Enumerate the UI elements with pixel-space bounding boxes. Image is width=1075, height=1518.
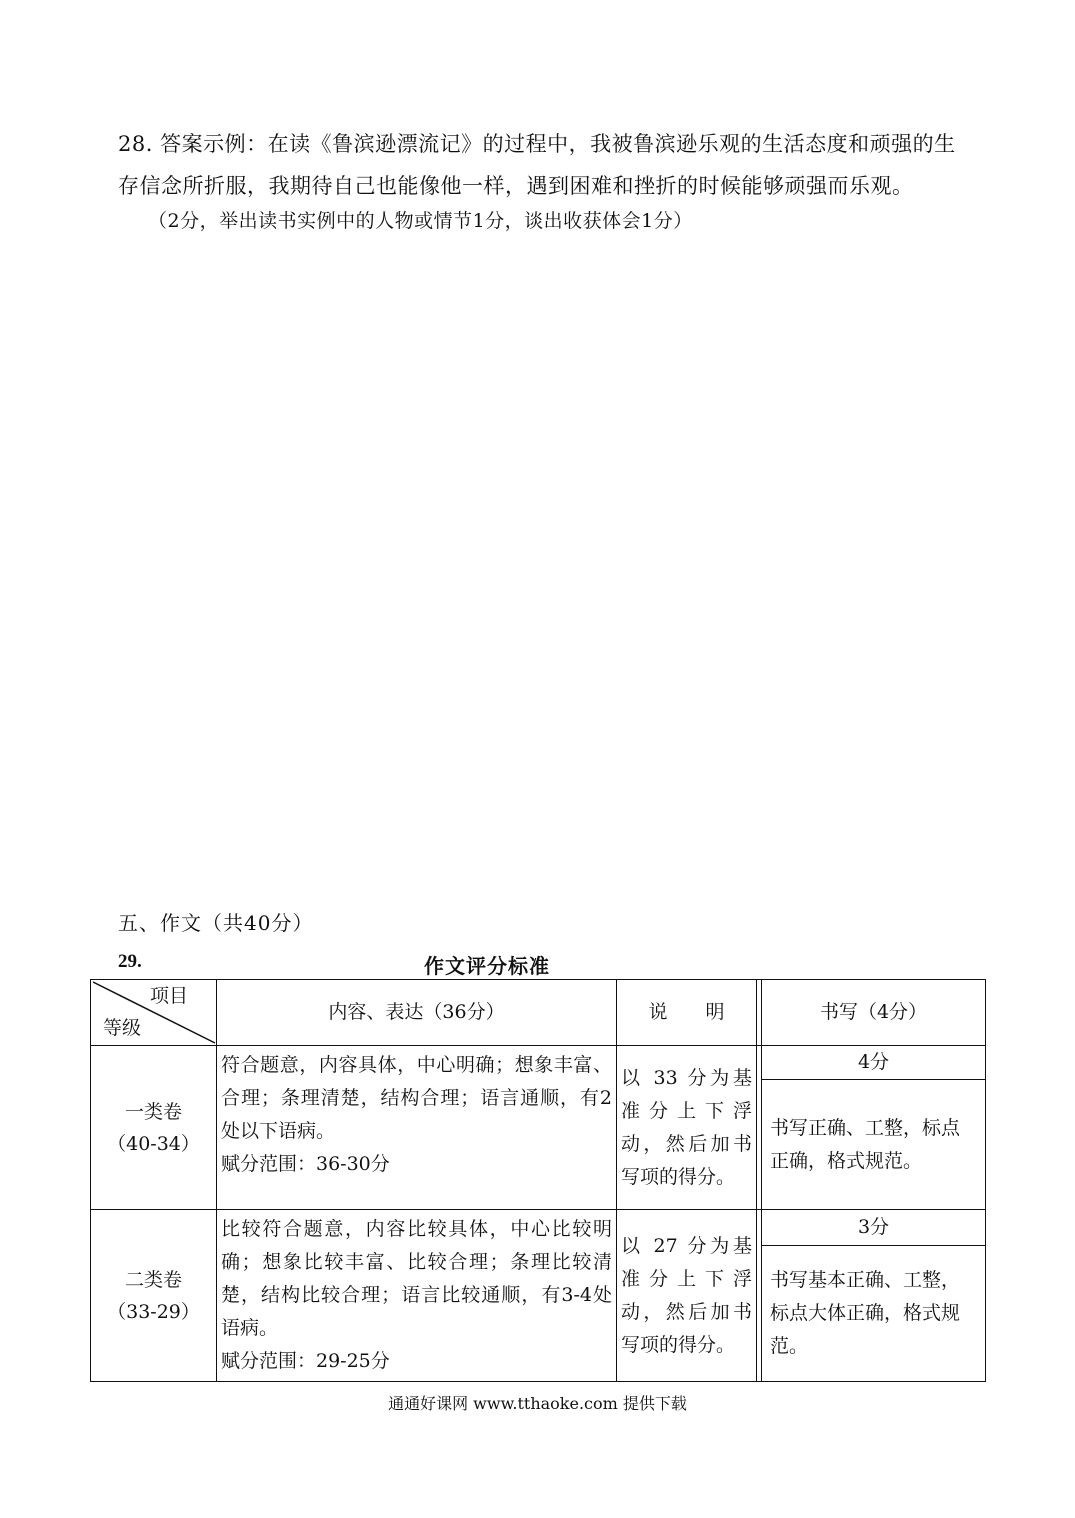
content-range: 赋分范围：36-30分 bbox=[221, 1153, 390, 1175]
content-range: 赋分范围：29-25分 bbox=[221, 1350, 390, 1372]
writing-score-1: 4分 bbox=[762, 1046, 986, 1080]
explain-cell-2: 以 27 分为基准分上下浮动，然后加书写项的得分。 bbox=[617, 1210, 757, 1382]
grade-cell-2 bbox=[91, 1210, 217, 1382]
essay-rubric-table bbox=[90, 979, 986, 1382]
header-writing: 书写（4分） bbox=[762, 980, 986, 1046]
answer-28: 28. 答案示例：在读《鲁滨逊漂流记》的过程中，我被鲁滨逊乐观的生活态度和顽强的生存信念所折服，我期待自己也能像他一样，遇到困难和挫折的时候能够顽强而乐观。 bbox=[118, 132, 956, 198]
diag-header-grade: 等级 bbox=[103, 1017, 142, 1039]
rubric-row-2-top bbox=[91, 1210, 986, 1246]
grade-cell-1 bbox=[91, 1046, 217, 1210]
header-explain: 说 明 bbox=[617, 980, 757, 1046]
content-text: 符合题意，内容具体，中心明确；想象丰富、合理；条理清楚，结构合理；语言通顺，有2处以下语病。 bbox=[221, 1054, 612, 1142]
writing-desc-1: 书写正确、工整，标点正确，格式规范。 bbox=[762, 1080, 986, 1210]
writing-score-2: 3分 bbox=[762, 1210, 986, 1246]
grade-range: （33-29） bbox=[107, 1300, 200, 1323]
section-five-title: 五、作文（共40分） bbox=[118, 911, 314, 935]
grade-range: （40-34） bbox=[107, 1132, 200, 1155]
rubric-table-title: 作文评分标准 bbox=[424, 954, 550, 978]
grade-label: 二类卷 bbox=[124, 1268, 182, 1291]
diagonal-header-cell bbox=[91, 980, 217, 1046]
answer-28-scoring-note: （2分，举出读书实例中的人物或情节1分，谈出收获体会1分） bbox=[148, 210, 693, 232]
content-cell-2 bbox=[217, 1210, 617, 1382]
footer-credit: 通通好课网 www.tthaoke.com 提供下载 bbox=[388, 1394, 687, 1413]
grade-label: 一类卷 bbox=[124, 1100, 182, 1123]
diag-header-item: 项目 bbox=[149, 985, 188, 1007]
content-cell-1 bbox=[217, 1046, 617, 1210]
content-text: 比较符合题意，内容比较具体，中心比较明确；想象比较丰富、比较合理；条理比较清楚，结构比较合理；语言比较通顺，有3-4处语病。 bbox=[221, 1218, 612, 1339]
writing-desc-2: 书写基本正确、工整，标点大体正确，格式规范。 bbox=[762, 1245, 986, 1381]
question-29-number: 29. bbox=[118, 951, 142, 972]
header-content: 内容、表达（36分） bbox=[217, 980, 617, 1046]
rubric-row-1-top bbox=[91, 1046, 986, 1080]
explain-cell-1: 以 33 分为基准分上下浮动，然后加书写项的得分。 bbox=[617, 1046, 757, 1210]
rubric-header-row bbox=[91, 980, 986, 1046]
